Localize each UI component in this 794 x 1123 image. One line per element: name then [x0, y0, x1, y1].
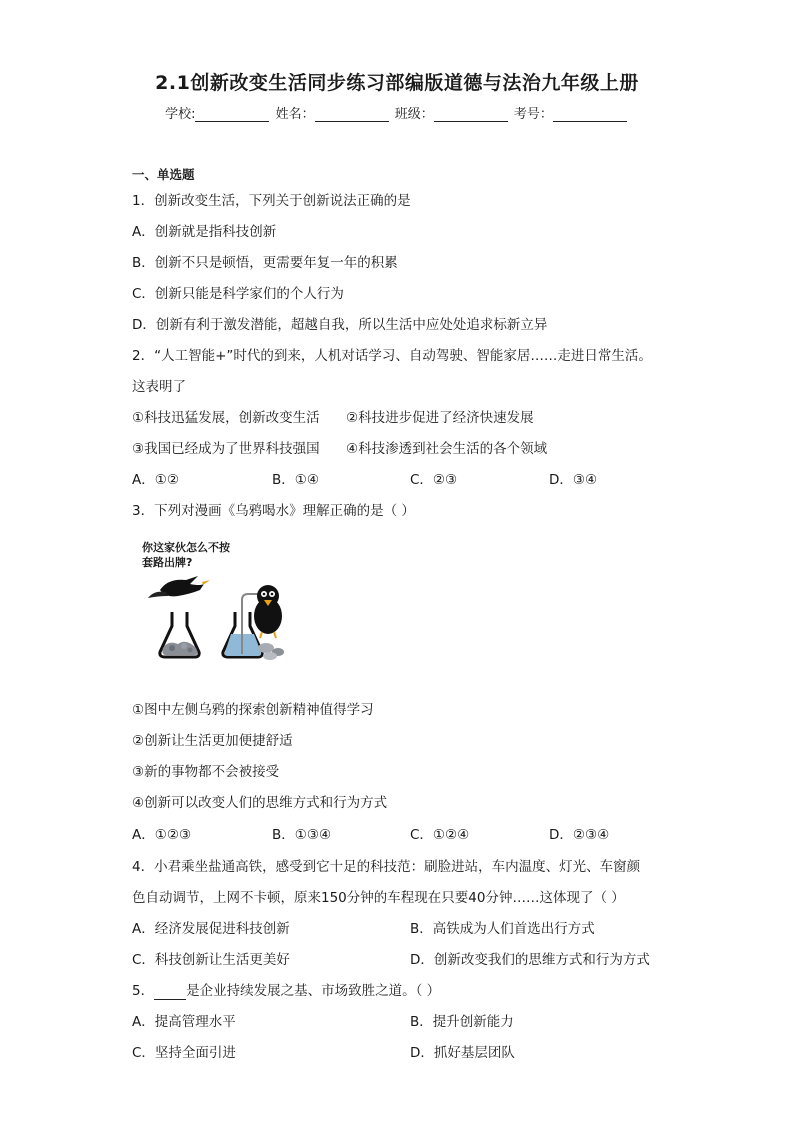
left-flask-icon	[160, 612, 199, 657]
q5-option-d[interactable]: D．抓好基层团队	[410, 1045, 515, 1061]
q4-option-c[interactable]: C．科技创新让生活更美好	[132, 952, 290, 968]
name-blank[interactable]	[315, 107, 389, 122]
q2-option-c[interactable]: C．②③	[410, 472, 458, 488]
q4-stem-line2: 色自动调节，上网不卡顿，原来150分钟的车程现在只要40分钟……这体现了（ ）	[132, 890, 625, 906]
crow-drinking-comic	[138, 540, 288, 665]
right-crow-icon	[254, 585, 282, 638]
pebbles-icon	[258, 643, 284, 660]
exam-no-label: 考号：	[513, 107, 553, 122]
q5-option-b[interactable]: B．提升创新能力	[410, 1014, 514, 1030]
q4-option-a[interactable]: A．经济发展促进科技创新	[132, 921, 290, 937]
q3-item-3: ③新的事物都不会被接受	[132, 764, 280, 780]
q1-option-d[interactable]: D．创新有利于激发潜能，超越自我，所以生活中应处处追求标新立异	[132, 317, 548, 333]
q3-option-b[interactable]: B．①③④	[272, 827, 332, 843]
q5-option-a[interactable]: A．提高管理水平	[132, 1014, 236, 1030]
q5-answer-blank[interactable]	[154, 985, 186, 1000]
q2-item-2: ②科技进步促进了经济快速发展	[346, 410, 534, 426]
school-blank[interactable]	[195, 107, 269, 122]
left-crow-icon	[148, 576, 210, 598]
q5-option-c[interactable]: C．坚持全面引进	[132, 1045, 236, 1061]
q3-option-a[interactable]: A．①②③	[132, 827, 192, 843]
class-blank[interactable]	[434, 107, 508, 122]
q3-option-c[interactable]: C．①②④	[410, 827, 470, 843]
class-label: 班级：	[394, 107, 434, 122]
comic-illustration	[138, 540, 288, 665]
q1-option-b[interactable]: B．创新不只是顿悟，更需要年复一年的积累	[132, 255, 398, 271]
q3-item-4: ④创新可以改变人们的思维方式和行为方式	[132, 795, 388, 811]
q2-option-a[interactable]: A．①②	[132, 472, 179, 488]
q1-option-a[interactable]: A．创新就是指科技创新	[132, 224, 277, 240]
comic-caption: 你这家伙怎么不按 套路出牌?	[142, 541, 230, 569]
page-title: 2.1创新改变生活同步练习部编版道德与法治九年级上册	[155, 72, 639, 94]
q2-item-4: ④科技渗透到社会生活的各个领域	[346, 441, 548, 457]
q2-item-1: ①科技迅猛发展，创新改变生活	[132, 410, 320, 426]
q2-option-b[interactable]: B．①④	[272, 472, 319, 488]
q3-item-1: ①图中左侧乌鸦的探索创新精神值得学习	[132, 702, 374, 718]
q2-item-3: ③我国已经成为了世界科技强国	[132, 441, 320, 457]
exam-no-blank[interactable]	[553, 107, 627, 122]
q3-item-2: ②创新让生活更加便捷舒适	[132, 733, 293, 749]
school-label: 学校:	[165, 107, 196, 122]
q4-stem-line1: 4．小君乘坐盐通高铁，感受到它十足的科技范：刷脸进站，车内温度、灯光、车窗颜	[132, 859, 641, 875]
q4-option-d[interactable]: D．创新改变我们的思维方式和行为方式	[410, 952, 650, 968]
q3-option-d[interactable]: D．②③④	[549, 827, 610, 843]
name-label: 姓名：	[275, 107, 315, 122]
q1-stem: 1．创新改变生活，下列关于创新说法正确的是	[132, 193, 411, 209]
q3-stem: 3．下列对漫画《乌鸦喝水》理解正确的是（ ）	[132, 503, 415, 519]
section-heading: 一、单选题	[132, 167, 195, 182]
q2-stem-line2: 这表明了	[132, 379, 186, 395]
q2-option-d[interactable]: D．③④	[549, 472, 598, 488]
q1-option-c[interactable]: C．创新只能是科学家们的个人行为	[132, 286, 344, 302]
q4-option-b[interactable]: B．高铁成为人们首选出行方式	[410, 921, 595, 937]
student-info-row	[0, 103, 794, 122]
q2-stem-line1: 2．“人工智能+”时代的到来，人机对话学习、自动驾驶、智能家居……走进日常生活。	[132, 348, 652, 364]
q5-stem: 5． 是企业持续发展之基、市场致胜之道。（ ）	[132, 983, 441, 999]
